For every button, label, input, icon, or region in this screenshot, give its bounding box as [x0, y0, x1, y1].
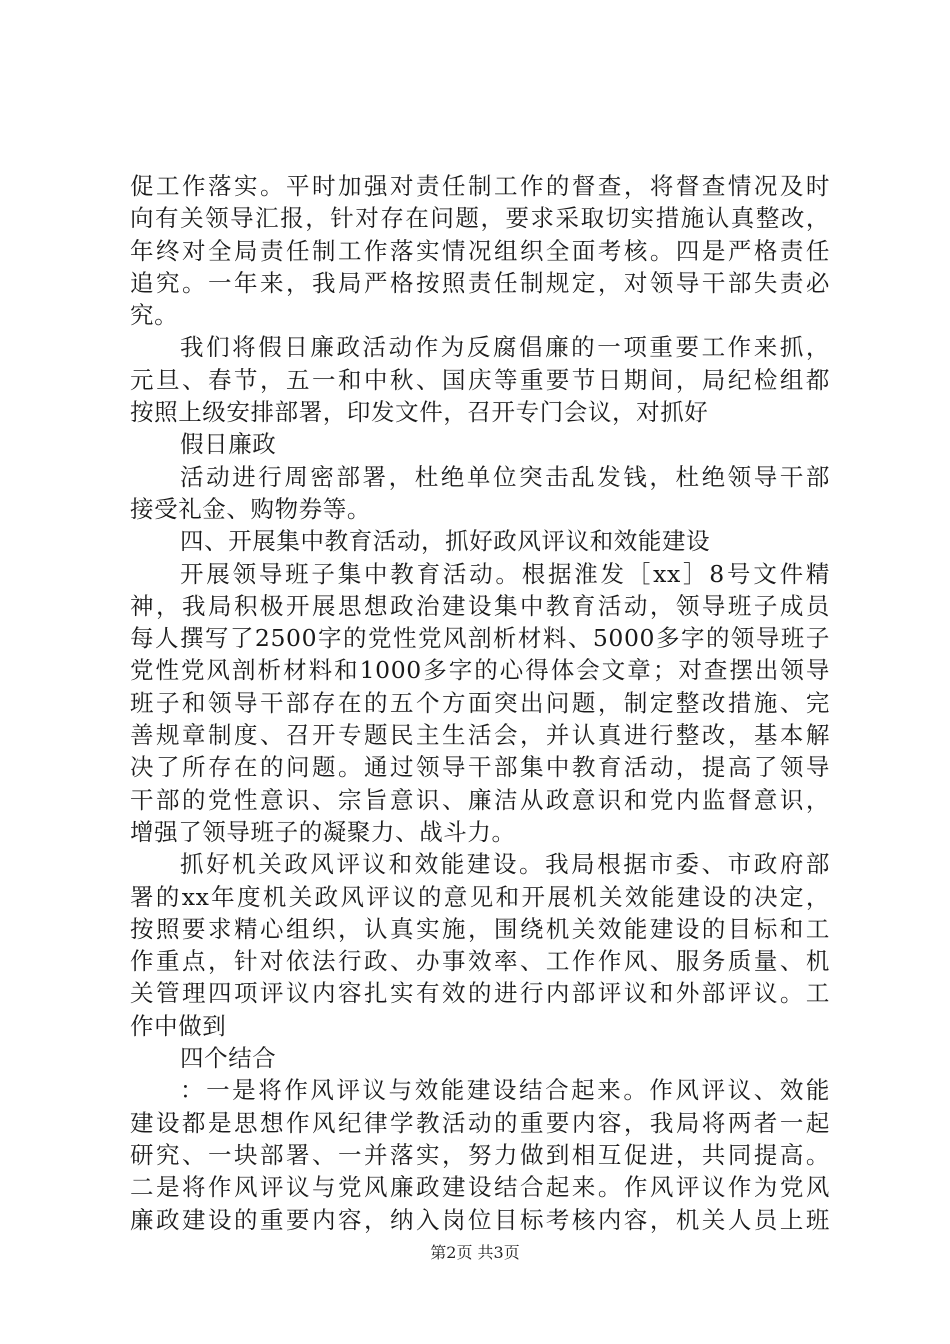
text-line: 年终对全局责任制工作落实情况组织全面考核。四是严格责任: [130, 236, 830, 265]
text-line: 署的xx年度机关政风评议的意见和开展机关效能建设的决定，: [130, 882, 830, 911]
text-line: 究。: [130, 301, 179, 330]
text-line: 四个结合: [180, 1044, 277, 1073]
text-line: 接受礼金、购物券等。: [130, 494, 371, 523]
text-line: 按照要求精心组织，认真实施，围绕机关效能建设的目标和工: [130, 914, 830, 943]
text-line: 四、开展集中教育活动，抓好政风评议和效能建设: [180, 527, 711, 556]
text-line: ：一是将作风评议与效能建设结合起来。作风评议、效能: [180, 1076, 830, 1105]
text-line: 关管理四项评议内容扎实有效的进行内部评议和外部评议。工: [130, 979, 830, 1008]
text-line: 神，我局积极开展思想政治建设集中教育活动，领导班子成员: [130, 591, 830, 620]
text-line: 廉政建设的重要内容，纳入岗位目标考核内容，机关人员上班: [130, 1205, 830, 1234]
text-line: 向有关领导汇报，针对存在问题，要求采取切实措施认真整改，: [130, 204, 830, 233]
text-line: 班子和领导干部存在的五个方面突出问题，制定整改措施、完: [130, 688, 830, 717]
text-line: 假日廉政: [180, 430, 277, 459]
text-line: 干部的党性意识、宗旨意识、廉洁从政意识和党内监督意识，: [130, 785, 830, 814]
text-line: 活动进行周密部署，杜绝单位突击乱发钱，杜绝领导干部: [180, 462, 830, 491]
text-line: 追究。一年来，我局严格按照责任制规定，对领导干部失责必: [130, 268, 830, 297]
text-line: 党性党风剖析材料和1000多字的心得体会文章；对查摆出领导: [130, 656, 830, 685]
text-line: 按照上级安排部署，印发文件，召开专门会议，对抓好: [130, 398, 709, 427]
text-line: 作中做到: [130, 1011, 227, 1040]
text-line: 增强了领导班子的凝聚力、战斗力。: [130, 817, 516, 846]
text-line: 我们将假日廉政活动作为反腐倡廉的一项重要工作来抓，: [180, 333, 830, 362]
text-line: 每人撰写了2500字的党性党风剖析材料、5000多字的领导班子: [130, 624, 830, 653]
text-line: 建设都是思想作风纪律学教活动的重要内容，我局将两者一起: [130, 1108, 830, 1137]
text-line: 决了所存在的问题。通过领导干部集中教育活动，提高了领导: [130, 753, 830, 782]
text-line: 开展领导班子集中教育活动。根据淮发［xx］8号文件精: [180, 559, 830, 588]
text-line: 二是将作风评议与党风廉政建设结合起来。作风评议作为党风: [130, 1173, 830, 1202]
text-line: 研究、一块部署、一并落实，努力做到相互促进，共同提高。: [130, 1140, 830, 1169]
document-body: [130, 170, 830, 1236]
text-line: 善规章制度、召开专题民主生活会，并认真进行整改，基本解: [130, 721, 830, 750]
text-line: 促工作落实。平时加强对责任制工作的督查，将督查情况及时: [130, 172, 830, 200]
text-line: 元旦、春节，五一和中秋、国庆等重要节日期间，局纪检组都: [130, 365, 830, 394]
page-number-footer: 第2页 共3页: [430, 1243, 520, 1262]
text-line: 抓好机关政风评议和效能建设。我局根据市委、市政府部: [180, 850, 830, 879]
text-line: 作重点，针对依法行政、办事效率、工作作风、服务质量、机: [130, 947, 830, 976]
